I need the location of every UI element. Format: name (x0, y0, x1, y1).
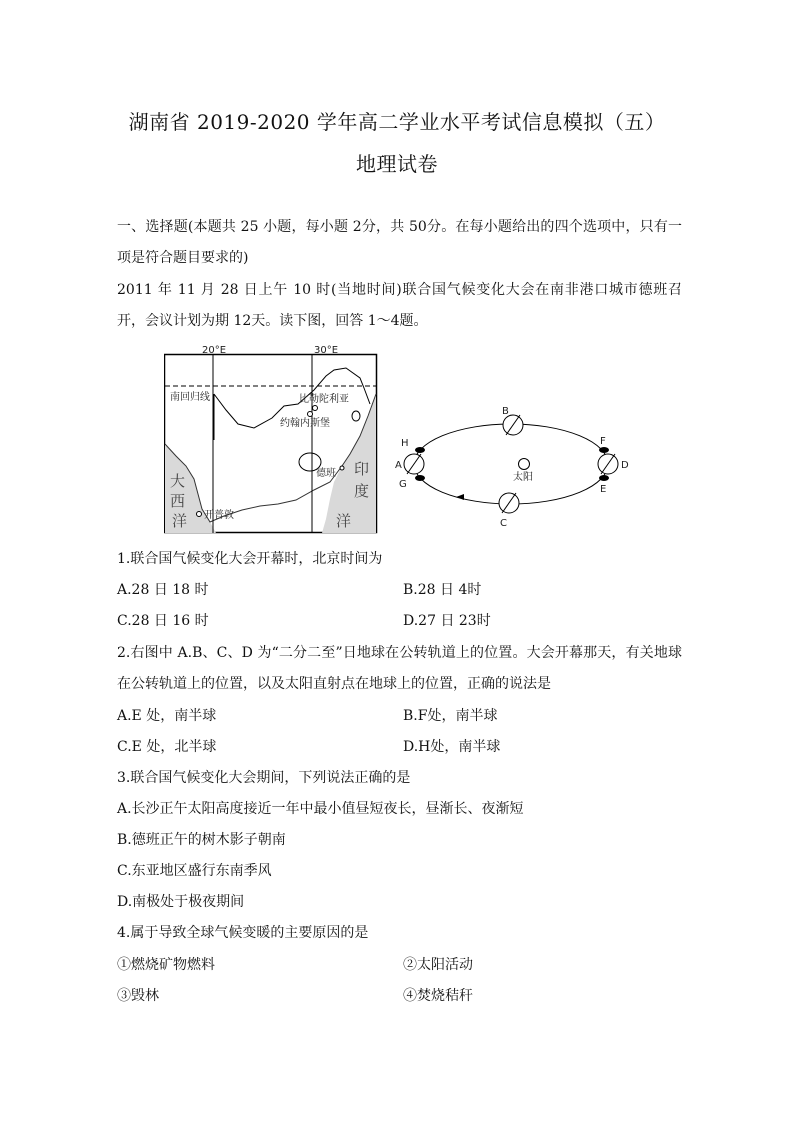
sun-label: 太阳 (513, 472, 533, 483)
orbit-path (414, 424, 608, 504)
question-2-option-b[interactable]: B.F处，南半球 (403, 708, 498, 724)
label-f: F (600, 436, 606, 447)
label-e: E (600, 484, 607, 495)
question-3-stem: 3.联合国气候变化大会期间，下列说法正确的是 (117, 770, 411, 786)
page-title: 湖南省 2019-2020 学年高二学业水平考试信息模拟（五） (128, 110, 666, 134)
question-4-stem: 4.属于导致全球气候变暖的主要原因的是 (117, 925, 369, 941)
label-indian-2: 度 (354, 482, 370, 500)
marker-h (415, 447, 425, 453)
label-h: H (401, 438, 409, 449)
question-2-option-c[interactable]: C.E 处，北半球 (117, 739, 217, 755)
pretoria-marker (313, 406, 318, 411)
earth-c-icon (499, 493, 519, 513)
question-2-option-d[interactable]: D.H处，南半球 (403, 739, 501, 755)
label-indian-1: 印 (354, 460, 370, 478)
sun-circle (519, 459, 530, 470)
question-1-option-b[interactable]: B.28 日 4时 (403, 582, 482, 598)
label-d: D (621, 460, 629, 471)
marker-g (415, 475, 425, 481)
question-1-option-a[interactable]: A.28 日 18 时 (117, 582, 209, 598)
label-20e: 20°E (202, 345, 227, 356)
label-pretoria: 比勒陀利亚 (299, 394, 349, 405)
question-3-option-c[interactable]: C.东亚地区盛行东南季风 (117, 863, 272, 879)
label-durban: 德班 (316, 468, 336, 479)
johannesburg-marker (308, 412, 313, 417)
label-30e: 30°E (314, 345, 339, 356)
label-tropic: 南回归线 (170, 392, 210, 403)
south-africa-map (164, 344, 378, 534)
question-4-option-3[interactable]: ③毁林 (117, 988, 159, 1004)
durban-marker (340, 466, 344, 470)
question-3-option-b[interactable]: B.德班正午的树木影子朝南 (117, 832, 286, 848)
question-1-stem: 1.联合国气候变化大会开幕时，北京时间为 (117, 551, 383, 567)
marker-f (599, 447, 609, 453)
question-1-option-d[interactable]: D.27 日 23时 (403, 613, 491, 629)
orbit-arrow (456, 494, 464, 500)
question-2-stem: 2.右图中 A.B、C、D 为“二分二至”日地球在公转轨道上的位置。大会开幕那天，有关地球在公转轨道上的位置，以及太阳直射点在地球上的位置，正确的说法是 (117, 645, 682, 692)
question-4-option-4[interactable]: ④焚烧秸秆 (403, 988, 473, 1004)
capetown-marker (197, 512, 202, 517)
orbit-diagram (393, 384, 629, 532)
question-4-option-2[interactable]: ②太阳活动 (403, 957, 473, 973)
page-subtitle: 地理试卷 (356, 152, 438, 176)
question-stem-intro: 2011 年 11 月 28 日上午 10 时(当地时间)联合国气候变化大会在南非港口城市德班召开，会议计划为期 12天。读下图，回答 1～4题。 (117, 282, 682, 329)
label-atlantic-3: 洋 (172, 512, 188, 530)
label-johannesburg: 约翰内斯堡 (280, 418, 330, 429)
label-g: G (399, 479, 407, 490)
label-b: B (502, 406, 509, 417)
section-intro: 一、选择题(本题共 25 小题，每小题 2分，共 50分。在每小题给出的四个选项中，只有一项是符合题目要求的) (117, 219, 682, 266)
label-a: A (395, 460, 402, 471)
question-3-option-a[interactable]: A.长沙正午太阳高度接近一年中最小值昼短夜长，昼渐长、夜渐短 (117, 801, 524, 817)
label-c: C (500, 518, 507, 529)
earth-b-icon (503, 415, 523, 435)
label-capetown: 开普敦 (204, 510, 234, 521)
label-indian-3: 洋 (336, 512, 352, 530)
question-4-option-1[interactable]: ①燃烧矿物燃料 (117, 957, 215, 973)
label-atlantic-2: 西 (170, 492, 186, 510)
label-atlantic-1: 大 (170, 472, 186, 490)
marker-e (599, 475, 609, 481)
question-1-option-c[interactable]: C.28 日 16 时 (117, 613, 209, 629)
question-2-option-a[interactable]: A.E 处，南半球 (117, 708, 217, 724)
question-3-option-d[interactable]: D.南极处于极夜期间 (117, 894, 245, 910)
earth-a-icon (404, 454, 424, 474)
earth-d-icon (598, 454, 618, 474)
swaziland (352, 411, 360, 421)
